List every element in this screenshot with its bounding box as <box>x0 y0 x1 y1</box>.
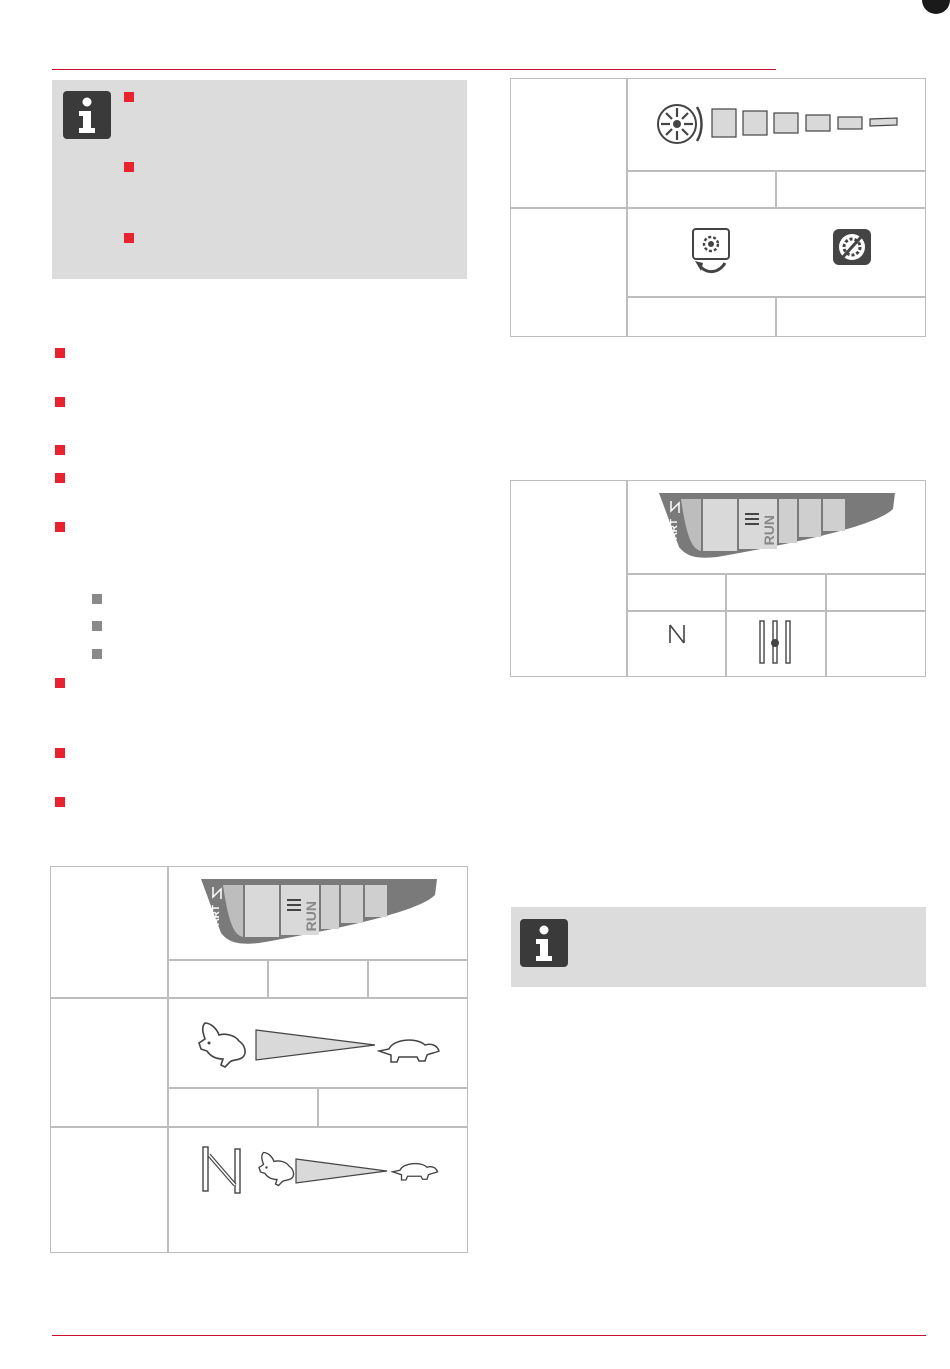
sub-list-bullet <box>92 621 102 631</box>
turtle-icon <box>391 1159 439 1183</box>
list-bullet <box>55 348 65 358</box>
note-bullet <box>124 92 134 102</box>
info-icon <box>63 91 111 139</box>
list-bullet <box>55 522 65 532</box>
settings-rotate-icon <box>689 227 733 277</box>
panel-start-label: START <box>669 519 680 552</box>
list-bullet <box>55 473 65 483</box>
list-bullet <box>55 397 65 407</box>
panel-table <box>510 480 926 677</box>
rabbit-icon <box>256 1149 298 1189</box>
filter-table <box>510 78 926 337</box>
speed-wedge-icon <box>255 1029 377 1061</box>
start-n-icon <box>667 623 687 645</box>
turtle-icon <box>377 1035 441 1065</box>
auto-mode-icon <box>197 1145 245 1195</box>
footer-rule <box>52 1335 926 1336</box>
page-corner-mark <box>922 0 950 14</box>
panel-run-label: RUN <box>761 515 777 546</box>
info-note-box <box>511 907 926 987</box>
rabbit-icon <box>195 1019 251 1071</box>
info-icon <box>520 919 568 967</box>
sub-list-bullet <box>92 649 102 659</box>
sub-list-bullet <box>92 594 102 604</box>
filter-wheel-icon <box>655 101 707 147</box>
panel-run-label: RUN <box>303 901 319 932</box>
list-bullet <box>55 445 65 455</box>
speed-table <box>50 866 468 1253</box>
speed-wedge-icon <box>295 1158 389 1184</box>
list-bullet <box>55 678 65 688</box>
panel-display-icon <box>199 877 439 949</box>
header-rule <box>52 69 776 70</box>
list-bullet <box>55 748 65 758</box>
info-note-box <box>52 80 467 279</box>
gear-blocked-icon <box>831 227 873 267</box>
list-bullet <box>55 797 65 807</box>
run-slider-icon <box>755 619 795 665</box>
panel-display-icon <box>657 491 897 563</box>
note-bullet <box>124 233 134 243</box>
step-bars-icon <box>711 105 901 141</box>
panel-start-label: START <box>211 905 222 938</box>
note-bullet <box>124 162 134 172</box>
